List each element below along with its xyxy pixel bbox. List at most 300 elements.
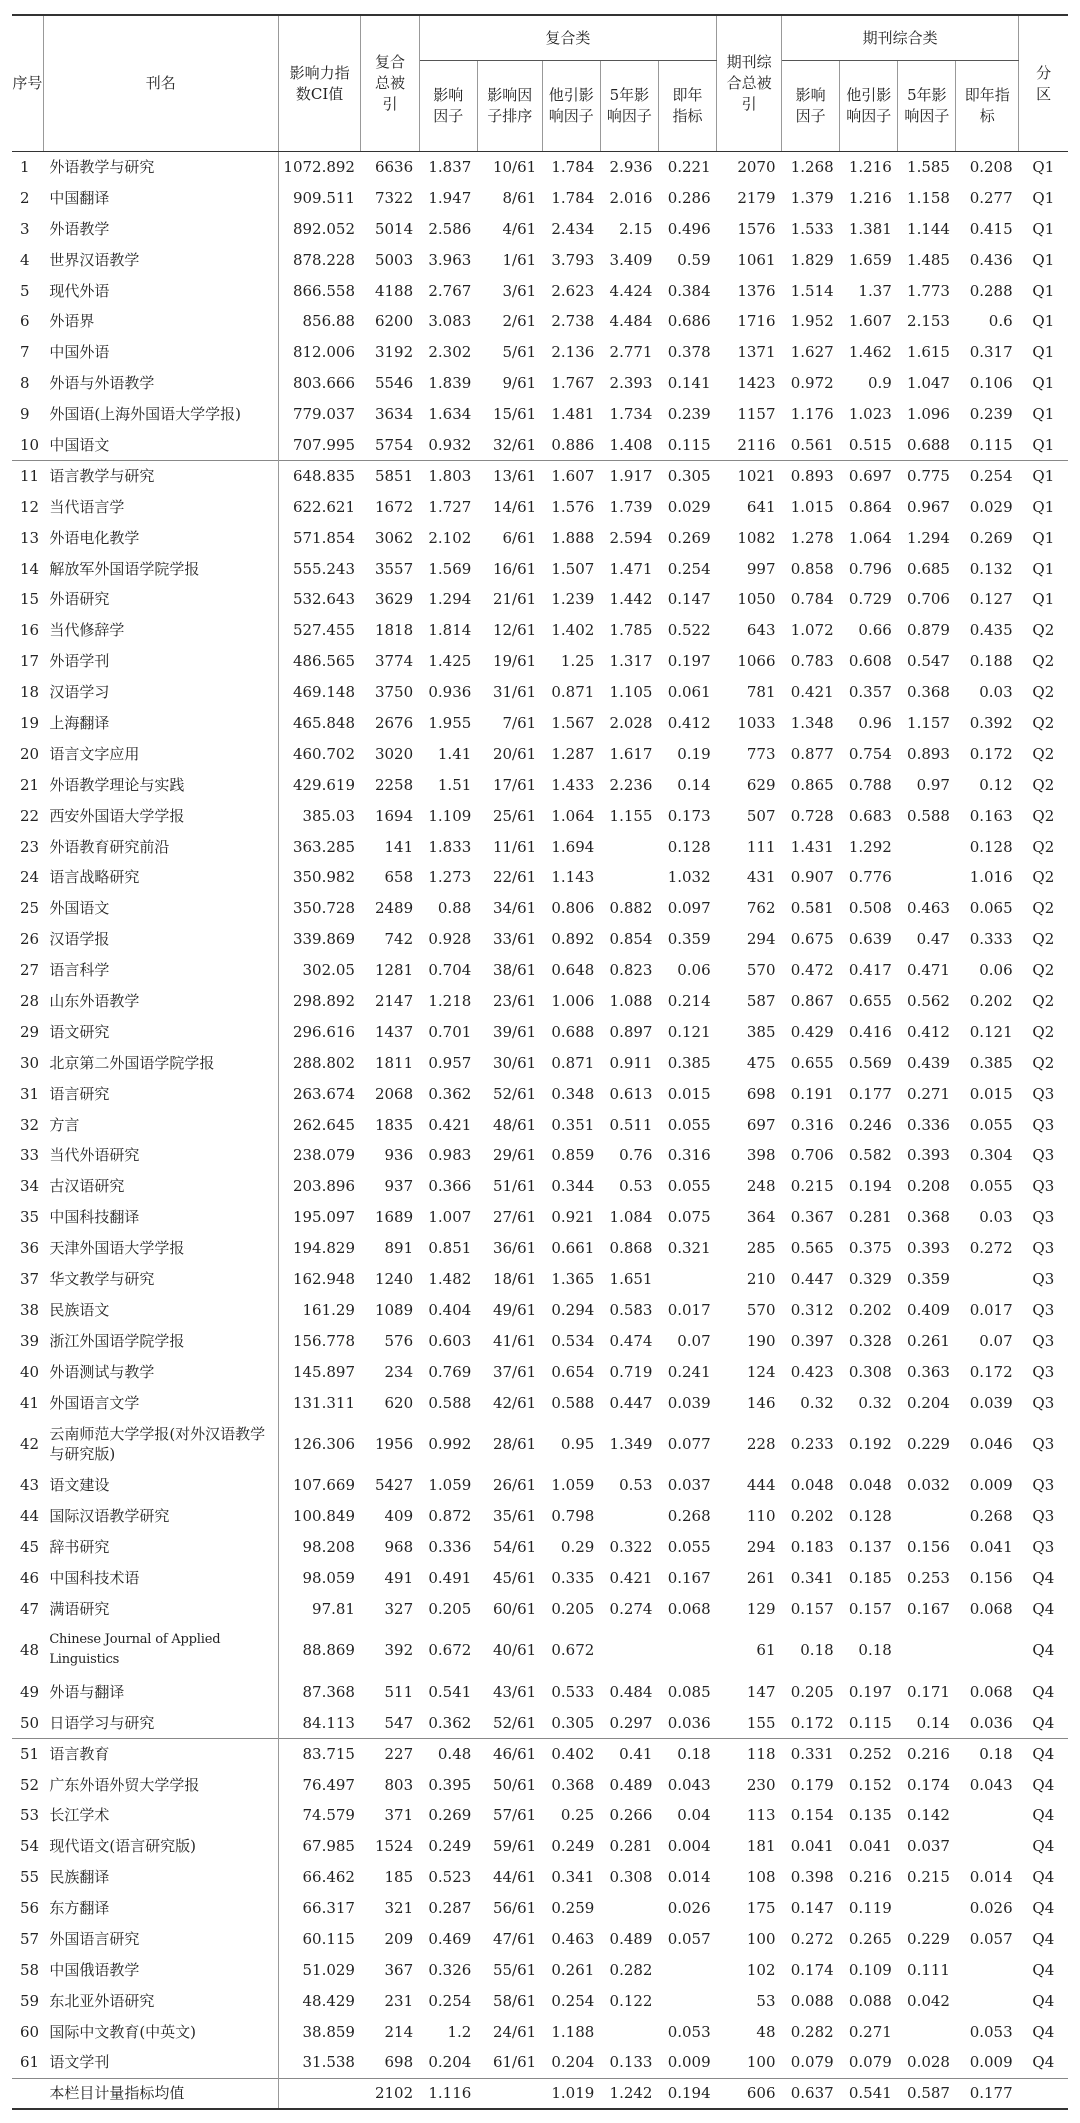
cell-ci: 892.052 [278, 213, 361, 244]
cell-j-other-cite-if: 0.271 [848, 2022, 892, 2041]
cell-impact-factor: 0.48 [419, 1738, 477, 1769]
cell-j-other-cite-if: 0.088 [848, 1991, 892, 2010]
cell-zone: Q2 [1032, 930, 1055, 949]
cell-other-cite-if: 0.886 [551, 435, 595, 454]
table-row [12, 2016, 1068, 2047]
cell-j-immediacy: 0.106 [969, 374, 1013, 393]
cell-j-five-year-if: 0.14 [916, 1713, 950, 1732]
cell-j-other-cite-if: 0.357 [848, 683, 892, 702]
cell-zone: Q1 [1032, 528, 1055, 547]
cell-j-other-cite-if: 0.508 [848, 899, 892, 918]
cell-j-other-cite-if: 0.416 [848, 1022, 892, 1041]
cell-j-five-year-if: 0.893 [907, 744, 950, 763]
cell-j-immediacy: 0.188 [969, 652, 1013, 671]
cell-compound-total-cites: 3020 [374, 744, 414, 763]
cell-zone: Q2 [1032, 837, 1055, 856]
cell-ci: 262.645 [278, 1109, 361, 1140]
header-seq: 序号 [12, 15, 43, 152]
cell-j-immediacy: 0.043 [969, 1775, 1013, 1794]
cell-ci: 66.317 [278, 1893, 361, 1924]
cell-impact-factor: 0.491 [428, 1569, 472, 1588]
cell-immediacy: 0.385 [667, 1053, 711, 1072]
cell-j-other-cite-if: 0.541 [840, 2078, 898, 2109]
cell-journal-total-cites: 773 [746, 744, 776, 763]
table-footer-row [12, 2078, 1068, 2109]
cell-j-immediacy: 0.014 [969, 1868, 1013, 1887]
cell-j-impact-factor: 0.154 [790, 1806, 834, 1825]
cell-journal-total-cites: 570 [746, 1300, 776, 1319]
cell-if-rank: 23/61 [492, 991, 537, 1010]
cell-immediacy: 0.221 [667, 158, 711, 177]
cell-five-year-if: 0.122 [609, 1991, 653, 2010]
cell-five-year-if: 0.511 [609, 1115, 653, 1134]
cell-ci: 126.306 [278, 1418, 361, 1470]
cell-seq: 28 [20, 991, 40, 1010]
cell-compound-total-cites: 367 [384, 1960, 414, 1979]
cell-j-immediacy: 0.268 [969, 1507, 1013, 1526]
cell-journal-total-cites: 606 [717, 2078, 782, 2109]
cell-immediacy: 0.214 [667, 991, 711, 1010]
cell-zone: Q4 [1032, 1837, 1055, 1856]
cell-name: 古汉语研究 [43, 1171, 278, 1202]
cell-name: 东方翻译 [43, 1893, 278, 1924]
cell-j-impact-factor: 0.655 [790, 1053, 834, 1072]
cell-zone: Q4 [1032, 2022, 1055, 2041]
cell-impact-factor: 0.851 [428, 1239, 472, 1258]
cell-ci: 87.368 [278, 1676, 361, 1707]
table-row [12, 244, 1068, 275]
cell-compound-total-cites: 231 [384, 1991, 414, 2010]
cell-compound-total-cites: 742 [384, 930, 414, 949]
cell-j-five-year-if: 0.562 [907, 991, 950, 1010]
cell-impact-factor: 0.88 [437, 899, 472, 918]
cell-ci: 429.619 [278, 769, 361, 800]
cell-journal-total-cites: 697 [746, 1115, 776, 1134]
cell-five-year-if: 0.911 [609, 1053, 653, 1072]
cell-zone: Q3 [1032, 1115, 1055, 1134]
cell-impact-factor: 1.634 [428, 405, 472, 424]
table-row [12, 1387, 1068, 1418]
cell-if-rank: 42/61 [492, 1393, 537, 1412]
cell-j-five-year-if: 0.229 [907, 1435, 950, 1454]
cell-journal-total-cites: 230 [746, 1775, 776, 1794]
table-row [12, 584, 1068, 615]
cell-ci: 779.037 [278, 399, 361, 430]
cell-seq: 21 [20, 775, 40, 794]
cell-immediacy: 0.496 [667, 219, 711, 238]
cell-immediacy: 0.147 [667, 590, 711, 609]
table-row [12, 553, 1068, 584]
cell-j-immediacy: 0.436 [969, 250, 1013, 269]
cell-j-impact-factor: 0.972 [790, 374, 834, 393]
cell-immediacy: 0.115 [667, 435, 711, 454]
cell-ci: 469.148 [278, 677, 361, 708]
cell-five-year-if: 0.613 [609, 1084, 653, 1103]
cell-immediacy: 0.18 [658, 1738, 716, 1769]
cell-if-rank: 5/61 [502, 343, 537, 362]
cell-other-cite-if: 1.059 [551, 1476, 595, 1495]
cell-name: 中国翻译 [43, 182, 278, 213]
cell-j-impact-factor: 0.429 [790, 1022, 834, 1041]
cell-five-year-if: 0.53 [619, 1177, 653, 1196]
cell-name: 北京第二外国语学院学报 [43, 1047, 278, 1078]
cell-journal-total-cites: 587 [746, 991, 776, 1010]
cell-if-rank: 10/61 [492, 158, 537, 177]
cell-ci: 350.728 [278, 893, 361, 924]
cell-impact-factor: 0.421 [428, 1115, 472, 1134]
cell-j-other-cite-if: 0.96 [858, 713, 892, 732]
cell-seq: 10 [20, 435, 40, 454]
cell-j-other-cite-if: 0.328 [848, 1331, 892, 1350]
cell-seq: 30 [20, 1053, 40, 1072]
cell-j-five-year-if: 0.471 [907, 961, 950, 980]
cell-if-rank: 36/61 [492, 1239, 537, 1258]
cell-impact-factor: 0.287 [428, 1899, 472, 1918]
cell-other-cite-if: 1.019 [542, 2078, 600, 2109]
cell-impact-factor: 2.586 [428, 219, 472, 238]
table-row [12, 1738, 1068, 1769]
table-row [12, 1800, 1068, 1831]
cell-j-immediacy: 0.269 [969, 528, 1013, 547]
table-row [12, 275, 1068, 306]
cell-name: 语言文字应用 [43, 738, 278, 769]
cell-journal-total-cites: 1061 [737, 250, 776, 269]
cell-j-five-year-if: 0.363 [907, 1362, 950, 1381]
cell-journal-total-cites: 781 [746, 683, 776, 702]
cell-impact-factor: 0.249 [428, 1837, 472, 1856]
cell-name: 中国科技翻译 [43, 1202, 278, 1233]
cell-impact-factor: 0.769 [428, 1362, 472, 1381]
cell-seq: 24 [20, 868, 40, 887]
cell-ci: 98.208 [278, 1532, 361, 1563]
table-row [12, 1924, 1068, 1955]
cell-immediacy [658, 1264, 716, 1295]
cell-j-other-cite-if: 0.252 [840, 1738, 898, 1769]
cell-j-immediacy: 0.132 [969, 559, 1013, 578]
cell-ci: 88.869 [278, 1624, 361, 1676]
cell-other-cite-if: 1.188 [551, 2022, 595, 2041]
cell-compound-total-cites: 1281 [374, 961, 414, 980]
cell-j-immediacy: 0.068 [969, 1682, 1013, 1701]
cell-immediacy: 0.055 [667, 1115, 711, 1134]
cell-zone: Q1 [1032, 343, 1055, 362]
cell-j-immediacy: 0.18 [956, 1738, 1019, 1769]
cell-compound-total-cites: 1089 [374, 1300, 414, 1319]
cell-j-five-year-if: 0.393 [907, 1239, 950, 1258]
cell-if-rank: 61/61 [492, 2053, 537, 2072]
cell-compound-total-cites: 511 [384, 1682, 414, 1701]
cell-five-year-if: 0.583 [609, 1300, 653, 1319]
cell-compound-total-cites: 1437 [374, 1022, 414, 1041]
cell-five-year-if: 0.447 [609, 1393, 653, 1412]
table-row [12, 1862, 1068, 1893]
cell-if-rank: 16/61 [492, 559, 537, 578]
table-row [12, 430, 1068, 461]
cell-j-impact-factor: 0.316 [790, 1115, 834, 1134]
cell-zone: Q2 [1032, 652, 1055, 671]
cell-name: 外语界 [43, 306, 278, 337]
cell-j-impact-factor: 0.048 [790, 1476, 834, 1495]
cell-j-other-cite-if: 0.194 [848, 1177, 892, 1196]
cell-zone: Q4 [1032, 1569, 1055, 1588]
cell-j-immediacy: 0.208 [969, 158, 1013, 177]
cell-impact-factor: 0.603 [428, 1331, 472, 1350]
cell-j-other-cite-if: 0.308 [848, 1362, 892, 1381]
cell-name: 外国语言研究 [43, 1924, 278, 1955]
cell-j-immediacy: 0.009 [969, 1476, 1013, 1495]
cell-five-year-if: 1.242 [600, 2078, 658, 2109]
cell-zone: Q1 [1032, 188, 1055, 207]
cell-compound-total-cites: 3192 [374, 343, 414, 362]
cell-ci: 203.896 [278, 1171, 361, 1202]
cell-impact-factor: 3.963 [428, 250, 472, 269]
cell-compound-total-cites: 227 [361, 1738, 419, 1769]
cell-name: 当代外语研究 [43, 1140, 278, 1171]
cell-if-rank: 35/61 [492, 1507, 537, 1526]
cell-j-five-year-if: 2.153 [907, 312, 950, 331]
cell-j-other-cite-if: 1.381 [848, 219, 892, 238]
cell-ci: 622.621 [278, 491, 361, 522]
cell-five-year-if: 2.028 [609, 713, 653, 732]
cell-five-year-if: 1.088 [609, 991, 653, 1010]
table-row [12, 213, 1068, 244]
cell-seq: 59 [20, 1991, 40, 2010]
cell-if-rank: 59/61 [492, 1837, 537, 1856]
cell-zone: Q4 [1032, 1682, 1055, 1701]
cell-j-five-year-if: 1.773 [907, 281, 950, 300]
cell-five-year-if: 1.785 [609, 621, 653, 640]
cell-journal-total-cites: 641 [746, 497, 776, 516]
cell-impact-factor: 1.41 [437, 744, 472, 763]
cell-j-other-cite-if: 0.32 [858, 1393, 892, 1412]
cell-j-immediacy: 0.317 [969, 343, 1013, 362]
cell-seq: 23 [20, 837, 40, 856]
cell-zone: Q3 [1032, 1084, 1055, 1103]
cell-journal-total-cites: 118 [717, 1738, 782, 1769]
cell-journal-total-cites: 111 [746, 837, 776, 856]
cell-five-year-if: 2.393 [609, 374, 653, 393]
cell-journal-total-cites: 997 [746, 559, 776, 578]
cell-seq: 4 [20, 250, 30, 269]
cell-journal-total-cites: 124 [746, 1362, 776, 1381]
cell-j-five-year-if: 1.144 [907, 219, 950, 238]
cell-name: 中国语文 [43, 430, 278, 461]
cell-compound-total-cites: 234 [384, 1362, 414, 1381]
cell-j-immediacy: 0.288 [969, 281, 1013, 300]
cell-j-immediacy: 0.041 [969, 1538, 1013, 1557]
cell-immediacy: 0.029 [667, 497, 711, 516]
cell-zone: Q2 [1032, 744, 1055, 763]
cell-if-rank: 2/61 [502, 312, 537, 331]
cell-j-other-cite-if: 0.157 [848, 1600, 892, 1619]
cell-name: 中国俄语教学 [43, 1954, 278, 1985]
cell-compound-total-cites: 1694 [374, 806, 414, 825]
cell-j-five-year-if: 0.685 [907, 559, 950, 578]
cell-five-year-if: 1.651 [609, 1270, 653, 1288]
cell-if-rank: 34/61 [492, 899, 537, 918]
cell-immediacy: 0.057 [667, 1930, 711, 1949]
cell-five-year-if: 0.854 [609, 930, 653, 949]
cell-ci: 527.455 [278, 615, 361, 646]
cell-five-year-if: 1.105 [609, 683, 653, 702]
cell-immediacy: 0.128 [667, 837, 711, 856]
cell-journal-total-cites: 475 [746, 1053, 776, 1072]
cell-journal-total-cites: 431 [746, 868, 776, 887]
cell-compound-total-cites: 5546 [374, 374, 414, 393]
cell-j-other-cite-if: 0.697 [840, 460, 898, 491]
cell-j-immediacy: 0.333 [969, 930, 1013, 949]
cell-other-cite-if: 1.064 [551, 806, 595, 825]
cell-if-rank: 52/61 [492, 1713, 537, 1732]
table-row [12, 1985, 1068, 2016]
cell-immediacy: 0.121 [667, 1022, 711, 1041]
cell-seq: 19 [20, 713, 40, 732]
cell-compound-total-cites: 185 [384, 1868, 414, 1887]
cell-other-cite-if: 1.365 [551, 1270, 595, 1288]
cell-ci: 302.05 [278, 955, 361, 986]
cell-zone: Q4 [1032, 1960, 1055, 1979]
cell-zone: Q1 [1032, 559, 1055, 578]
cell-j-five-year-if: 0.142 [907, 1806, 950, 1825]
cell-five-year-if: 0.489 [609, 1775, 653, 1794]
cell-j-immediacy: 0.03 [979, 1208, 1013, 1227]
cell-compound-total-cites: 3062 [374, 528, 414, 547]
cell-five-year-if: 0.474 [609, 1331, 653, 1350]
cell-j-immediacy: 0.009 [969, 2053, 1013, 2072]
table-row [12, 1676, 1068, 1707]
cell-seq: 9 [20, 405, 30, 424]
cell-journal-total-cites: 698 [746, 1084, 776, 1103]
cell-impact-factor: 0.936 [428, 683, 472, 702]
cell-zone: Q4 [1032, 1713, 1055, 1732]
table-row [12, 1294, 1068, 1325]
cell-compound-total-cites: 2258 [374, 775, 414, 794]
cell-j-impact-factor: 1.533 [790, 219, 834, 238]
cell-j-impact-factor: 0.858 [790, 559, 834, 578]
cell-zone: Q3 [1032, 1208, 1055, 1227]
cell-j-five-year-if: 0.393 [907, 1146, 950, 1165]
cell-five-year-if: 0.489 [609, 1930, 653, 1949]
cell-journal-total-cites: 1576 [737, 219, 776, 238]
header-impact-factor: 影响因子 [419, 61, 477, 152]
cell-if-rank: 38/61 [492, 961, 537, 980]
cell-name: 汉语学习 [43, 677, 278, 708]
cell-five-year-if [600, 862, 658, 893]
table-row [12, 1418, 1068, 1470]
header-j-impact-factor: 影响因子 [782, 61, 840, 152]
cell-j-other-cite-if: 0.041 [848, 1837, 892, 1856]
table-row [12, 522, 1068, 553]
cell-j-five-year-if: 0.028 [907, 2053, 950, 2072]
cell-j-other-cite-if: 0.185 [848, 1569, 892, 1588]
table-row [12, 924, 1068, 955]
cell-j-other-cite-if: 1.659 [848, 250, 892, 269]
header-journal-total-cites: 期刊综合总被引 [717, 15, 782, 152]
cell-seq [12, 2078, 43, 2109]
cell-j-immediacy: 0.015 [969, 1084, 1013, 1103]
cell-impact-factor: 0.872 [428, 1507, 472, 1526]
cell-zone: Q3 [1032, 1507, 1055, 1526]
cell-five-year-if [600, 831, 658, 862]
header-other-cite-if: 他引影响因子 [542, 61, 600, 152]
cell-impact-factor: 1.837 [428, 158, 472, 177]
cell-compound-total-cites: 1818 [374, 621, 414, 640]
cell-five-year-if: 0.282 [609, 1960, 653, 1979]
cell-j-immediacy: 0.029 [969, 497, 1013, 516]
cell-other-cite-if: 0.402 [542, 1738, 600, 1769]
cell-if-rank: 57/61 [492, 1806, 537, 1825]
cell-impact-factor: 0.204 [428, 2053, 472, 2072]
cell-journal-total-cites: 1033 [737, 713, 776, 732]
cell-impact-factor: 1.569 [428, 559, 472, 578]
cell-other-cite-if: 1.607 [542, 460, 600, 491]
cell-j-immediacy: 0.03 [979, 683, 1013, 702]
cell-j-immediacy: 0.055 [969, 1115, 1013, 1134]
cell-if-rank: 22/61 [492, 868, 537, 887]
cell-ci: 238.079 [278, 1140, 361, 1171]
cell-five-year-if: 1.734 [609, 405, 653, 424]
cell-j-other-cite-if: 0.329 [848, 1270, 892, 1288]
cell-immediacy: 0.321 [667, 1239, 711, 1258]
cell-five-year-if: 1.471 [609, 559, 653, 578]
table-row [12, 862, 1068, 893]
table-row [12, 1202, 1068, 1233]
cell-if-rank: 48/61 [492, 1115, 537, 1134]
cell-j-other-cite-if: 0.683 [848, 806, 892, 825]
cell-impact-factor: 2.102 [428, 528, 472, 547]
cell-journal-total-cites: 294 [746, 1538, 776, 1557]
cell-j-impact-factor: 0.367 [790, 1208, 834, 1227]
cell-seq: 5 [20, 281, 30, 300]
table-row [12, 1140, 1068, 1171]
cell-j-other-cite-if: 0.375 [848, 1239, 892, 1258]
cell-other-cite-if: 1.567 [551, 713, 595, 732]
cell-seq: 15 [20, 590, 40, 609]
cell-if-rank: 4/61 [502, 219, 537, 238]
cell-name: 浙江外国语学院学报 [43, 1325, 278, 1356]
cell-immediacy: 0.06 [677, 961, 711, 980]
cell-if-rank: 27/61 [492, 1208, 537, 1227]
table-row [12, 1325, 1068, 1356]
cell-compound-total-cites: 3629 [374, 590, 414, 609]
cell-ci: 100.849 [278, 1501, 361, 1532]
cell-impact-factor: 0.269 [428, 1806, 472, 1825]
cell-other-cite-if: 0.249 [551, 1837, 595, 1856]
cell-immediacy: 0.686 [667, 312, 711, 331]
cell-ci: 555.243 [278, 553, 361, 584]
cell-j-impact-factor: 1.015 [790, 497, 834, 516]
cell-j-other-cite-if: 0.197 [848, 1682, 892, 1701]
cell-journal-total-cites: 1021 [717, 460, 782, 491]
cell-seq: 52 [20, 1775, 40, 1794]
cell-impact-factor: 0.336 [428, 1538, 472, 1557]
cell-compound-total-cites: 5003 [374, 250, 414, 269]
table-row [12, 1109, 1068, 1140]
cell-j-five-year-if: 0.359 [907, 1270, 950, 1288]
cell-if-rank: 15/61 [492, 405, 537, 424]
cell-compound-total-cites: 392 [384, 1641, 414, 1660]
cell-compound-total-cites: 658 [384, 868, 414, 887]
cell-journal-total-cites: 1371 [737, 343, 776, 362]
table-row [12, 1624, 1068, 1676]
cell-name: 国际中文教育(中英文) [43, 2016, 278, 2047]
cell-five-year-if: 0.308 [609, 1868, 653, 1887]
cell-if-rank: 6/61 [502, 528, 537, 547]
cell-j-five-year-if: 0.215 [907, 1868, 950, 1887]
cell-immediacy: 0.097 [667, 899, 711, 918]
cell-impact-factor: 0.701 [428, 1022, 472, 1041]
cell-zone: Q4 [1019, 1738, 1068, 1769]
